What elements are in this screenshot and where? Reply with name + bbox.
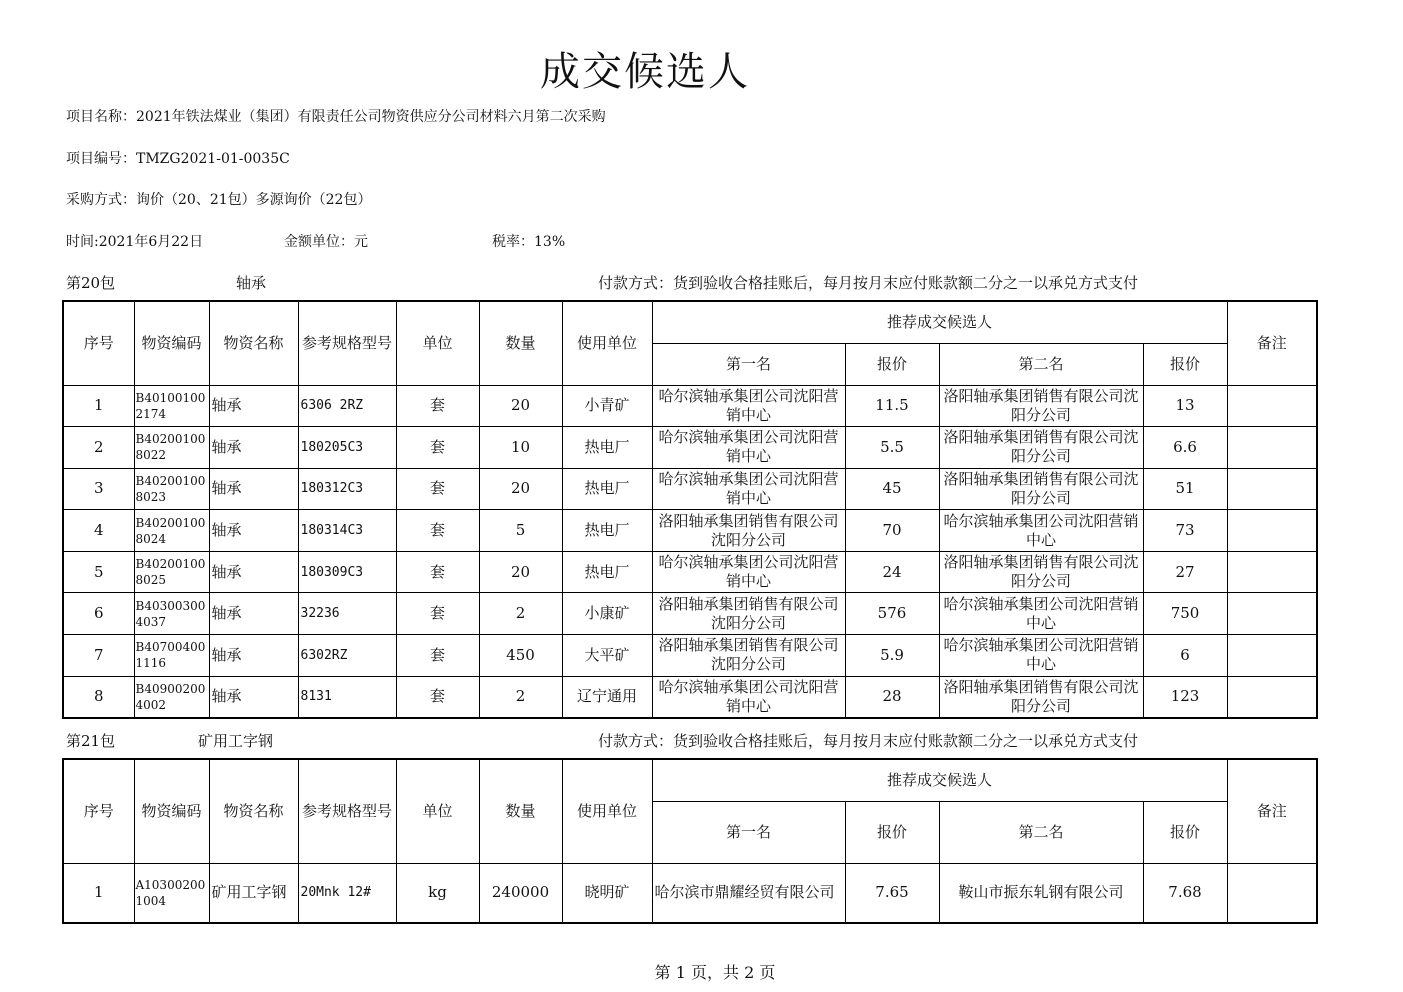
header-remark: 备注 <box>1227 301 1317 385</box>
cell-code: B40200100 8022 <box>134 427 209 469</box>
cell-name: 轴承 <box>209 551 298 593</box>
package-name: 矿用工字钢 <box>198 732 274 750</box>
cell-spec: 180314C3 <box>298 510 396 552</box>
header-code: 物资编码 <box>134 301 209 385</box>
header-second: 第二名 <box>939 801 1143 863</box>
table-row <box>63 676 1317 718</box>
payment-terms: 付款方式：货到验收合格挂账后，每月按月末应付账款额二分之一以承兑方式支付 <box>598 274 1139 292</box>
cell-dept: 辽宁通用 <box>562 676 652 718</box>
cell-dept: 小康矿 <box>562 593 652 635</box>
cell-dept: 热电厂 <box>562 551 652 593</box>
header-first: 第一名 <box>652 343 845 385</box>
header-dept: 使用单位 <box>562 759 652 863</box>
tax-rate-label: 税率：13% <box>492 234 566 250</box>
project-name: 项目名称：2021年铁法煤业（集团）有限责任公司物资供应分公司材料六月第二次采购 <box>66 109 606 125</box>
cell-spec: 180312C3 <box>298 468 396 510</box>
cell-second: 洛阳轴承集团销售有限公司沈阳分公司 <box>939 427 1143 469</box>
cell-second: 哈尔滨轴承集团公司沈阳营销中心 <box>939 510 1143 552</box>
cell-qty: 5 <box>479 510 562 552</box>
cell-second: 哈尔滨轴承集团公司沈阳营销中心 <box>939 593 1143 635</box>
header-price2: 报价 <box>1143 343 1227 385</box>
header-recommend: 推荐成交候选人 <box>652 301 1227 343</box>
cell-name: 轴承 <box>209 635 298 677</box>
cell-first: 洛阳轴承集团销售有限公司沈阳分公司 <box>652 510 845 552</box>
cell-remark <box>1227 676 1317 718</box>
cell-unit: 套 <box>396 635 479 677</box>
header-seq: 序号 <box>63 301 134 385</box>
cell-dept: 热电厂 <box>562 427 652 469</box>
header-qty: 数量 <box>479 759 562 863</box>
purchase-method: 采购方式：询价（20、21包）多源询价（22包） <box>66 192 372 208</box>
cell-first: 洛阳轴承集团销售有限公司沈阳分公司 <box>652 635 845 677</box>
cell-dept: 晓明矿 <box>562 863 652 923</box>
cell-spec: 20Mnk 12# <box>298 863 396 923</box>
cell-price2: 13 <box>1143 385 1227 427</box>
cell-price2: 51 <box>1143 468 1227 510</box>
header-spec: 参考规格型号 <box>298 759 396 863</box>
cell-name: 轴承 <box>209 385 298 427</box>
cell-first: 哈尔滨市鼎耀经贸有限公司 <box>652 863 845 923</box>
cell-price1: 11.5 <box>845 385 939 427</box>
header-name: 物资名称 <box>209 759 298 863</box>
cell-qty: 10 <box>479 427 562 469</box>
cell-qty: 20 <box>479 551 562 593</box>
header-first: 第一名 <box>652 801 845 863</box>
cell-name: 轴承 <box>209 427 298 469</box>
header-price1: 报价 <box>845 801 939 863</box>
header-qty: 数量 <box>479 301 562 385</box>
cell-spec: 180309C3 <box>298 551 396 593</box>
cell-price1: 28 <box>845 676 939 718</box>
header-name: 物资名称 <box>209 301 298 385</box>
cell-price1: 70 <box>845 510 939 552</box>
cell-price1: 5.5 <box>845 427 939 469</box>
cell-code: B40900200 4002 <box>134 676 209 718</box>
cell-unit: 套 <box>396 510 479 552</box>
cell-dept: 热电厂 <box>562 468 652 510</box>
cell-unit: 套 <box>396 551 479 593</box>
cell-price1: 5.9 <box>845 635 939 677</box>
cell-seq: 6 <box>63 593 134 635</box>
cell-dept: 大平矿 <box>562 635 652 677</box>
cell-price2: 7.68 <box>1143 863 1227 923</box>
cell-second: 洛阳轴承集团销售有限公司沈阳分公司 <box>939 551 1143 593</box>
cell-qty: 20 <box>479 385 562 427</box>
package-number: 第21包 <box>66 732 116 750</box>
header-recommend: 推荐成交候选人 <box>652 759 1227 801</box>
cell-spec: 32236 <box>298 593 396 635</box>
cell-remark <box>1227 593 1317 635</box>
cell-unit: 套 <box>396 427 479 469</box>
cell-spec: 180205C3 <box>298 427 396 469</box>
cell-price2: 6 <box>1143 635 1227 677</box>
cell-code: B40100100 2174 <box>134 385 209 427</box>
cell-seq: 1 <box>63 385 134 427</box>
cell-qty: 2 <box>479 593 562 635</box>
cell-price2: 750 <box>1143 593 1227 635</box>
cell-qty: 2 <box>479 676 562 718</box>
cell-qty: 240000 <box>479 863 562 923</box>
header-unit: 单位 <box>396 301 479 385</box>
cell-price1: 7.65 <box>845 863 939 923</box>
cell-spec: 6302RZ <box>298 635 396 677</box>
header-unit: 单位 <box>396 759 479 863</box>
project-code: 项目编号：TMZG2021-01-0035C <box>66 151 290 167</box>
header-code: 物资编码 <box>134 759 209 863</box>
cell-price2: 6.6 <box>1143 427 1227 469</box>
header-price2: 报价 <box>1143 801 1227 863</box>
cell-price1: 24 <box>845 551 939 593</box>
cell-spec: 8131 <box>298 676 396 718</box>
cell-code: B40200100 8024 <box>134 510 209 552</box>
table-row <box>63 468 1317 510</box>
cell-price2: 73 <box>1143 510 1227 552</box>
package-number: 第20包 <box>66 274 116 292</box>
cell-name: 轴承 <box>209 510 298 552</box>
header-remark: 备注 <box>1227 759 1317 863</box>
payment-terms: 付款方式：货到验收合格挂账后，每月按月末应付账款额二分之一以承兑方式支付 <box>598 732 1139 750</box>
cell-dept: 热电厂 <box>562 510 652 552</box>
cell-first: 哈尔滨轴承集团公司沈阳营销中心 <box>652 385 845 427</box>
cell-first: 哈尔滨轴承集团公司沈阳营销中心 <box>652 468 845 510</box>
header-seq: 序号 <box>63 759 134 863</box>
cell-price1: 45 <box>845 468 939 510</box>
cell-seq: 8 <box>63 676 134 718</box>
header-spec: 参考规格型号 <box>298 301 396 385</box>
cell-remark <box>1227 468 1317 510</box>
cell-second: 洛阳轴承集团销售有限公司沈阳分公司 <box>939 385 1143 427</box>
cell-first: 哈尔滨轴承集团公司沈阳营销中心 <box>652 676 845 718</box>
cell-spec: 6306 2RZ <box>298 385 396 427</box>
cell-second: 鞍山市振东轧钢有限公司 <box>939 863 1143 923</box>
cell-second: 哈尔滨轴承集团公司沈阳营销中心 <box>939 635 1143 677</box>
page-footer: 第 1 页，共 2 页 <box>654 963 776 982</box>
cell-price2: 27 <box>1143 551 1227 593</box>
cell-qty: 20 <box>479 468 562 510</box>
cell-name: 轴承 <box>209 468 298 510</box>
cell-code: B40200100 8025 <box>134 551 209 593</box>
cell-price1: 576 <box>845 593 939 635</box>
cell-second: 洛阳轴承集团销售有限公司沈阳分公司 <box>939 676 1143 718</box>
cell-name: 轴承 <box>209 676 298 718</box>
meta-line <box>66 231 565 251</box>
package-21-header <box>66 730 1316 750</box>
cell-unit: 套 <box>396 593 479 635</box>
package-20-header <box>66 272 1316 292</box>
cell-price2: 123 <box>1143 676 1227 718</box>
package-name: 轴承 <box>236 274 267 292</box>
cell-seq: 2 <box>63 427 134 469</box>
cell-qty: 450 <box>479 635 562 677</box>
package-20-table <box>62 300 1318 719</box>
cell-seq: 5 <box>63 551 134 593</box>
package-21-table <box>62 758 1318 924</box>
page-title: 成交候选人 <box>540 49 750 95</box>
cell-remark <box>1227 385 1317 427</box>
cell-remark <box>1227 863 1317 923</box>
cell-code: B40700400 1116 <box>134 635 209 677</box>
table-row <box>63 551 1317 593</box>
header-dept: 使用单位 <box>562 301 652 385</box>
cell-unit: kg <box>396 863 479 923</box>
cell-remark <box>1227 510 1317 552</box>
cell-name: 轴承 <box>209 593 298 635</box>
cell-first: 哈尔滨轴承集团公司沈阳营销中心 <box>652 427 845 469</box>
date-label: 时间:2021年6月22日 <box>66 234 204 250</box>
cell-second: 洛阳轴承集团销售有限公司沈阳分公司 <box>939 468 1143 510</box>
cell-seq: 7 <box>63 635 134 677</box>
cell-seq: 1 <box>63 863 134 923</box>
table-row <box>63 510 1317 552</box>
cell-name: 矿用工字钢 <box>209 863 298 923</box>
cell-code: A10300200 1004 <box>134 863 209 923</box>
table-row <box>63 635 1317 677</box>
amount-unit-label: 金额单位：元 <box>284 234 368 250</box>
cell-remark <box>1227 635 1317 677</box>
cell-first: 洛阳轴承集团销售有限公司沈阳分公司 <box>652 593 845 635</box>
table-row <box>63 863 1317 923</box>
cell-unit: 套 <box>396 468 479 510</box>
cell-remark <box>1227 551 1317 593</box>
cell-remark <box>1227 427 1317 469</box>
table-row <box>63 385 1317 427</box>
cell-unit: 套 <box>396 385 479 427</box>
header-price1: 报价 <box>845 343 939 385</box>
table-row <box>63 593 1317 635</box>
cell-first: 哈尔滨轴承集团公司沈阳营销中心 <box>652 551 845 593</box>
cell-seq: 4 <box>63 510 134 552</box>
cell-unit: 套 <box>396 676 479 718</box>
cell-seq: 3 <box>63 468 134 510</box>
header-second: 第二名 <box>939 343 1143 385</box>
table-row <box>63 427 1317 469</box>
cell-dept: 小青矿 <box>562 385 652 427</box>
cell-code: B40300300 4037 <box>134 593 209 635</box>
cell-code: B40200100 8023 <box>134 468 209 510</box>
